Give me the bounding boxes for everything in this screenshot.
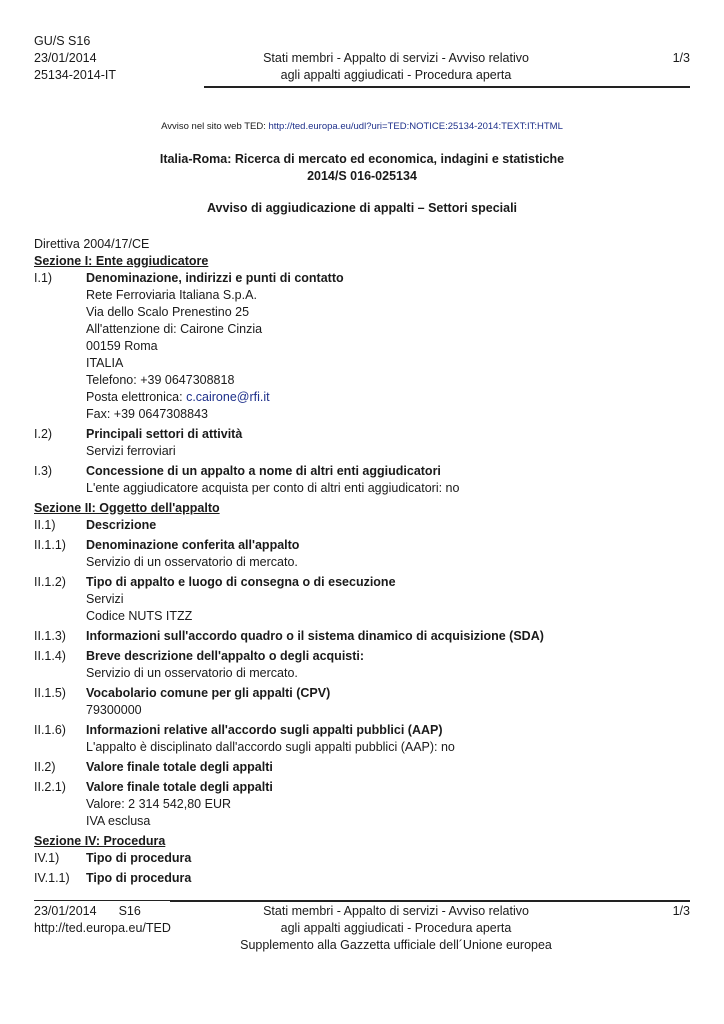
- item-text: Servizi ferroviari: [86, 444, 176, 458]
- item-ii1: [34, 517, 690, 534]
- item-ii13: [34, 628, 690, 645]
- item-heading: Descrizione: [86, 518, 157, 532]
- item-number: II.2): [34, 760, 56, 774]
- notice-reference: 2014/S 016-025134: [307, 169, 417, 183]
- item-heading: Informazioni sull'accordo quadro o il sistema dinamico di acquisizione (SDA): [86, 629, 544, 643]
- item-number: II.1.3): [34, 629, 66, 643]
- header-title-line2: agli appalti aggiudicati - Procedura aperta: [280, 68, 512, 82]
- vat-note: IVA esclusa: [86, 814, 151, 828]
- item-heading: Concessione di un appalto a nome di altri enti aggiudicatori: [86, 464, 441, 478]
- org-phone: Telefono: +39 0647308818: [86, 373, 235, 387]
- item-text: Servizio di un osservatorio di mercato.: [86, 555, 298, 569]
- section-1-title: Sezione I: Ente aggiudicatore: [34, 254, 209, 268]
- footer-left: [34, 903, 171, 937]
- item-heading: Principali settori di attività: [86, 427, 243, 441]
- item-number: II.1.5): [34, 686, 66, 700]
- section-2-title: Sezione II: Oggetto dell'appalto: [34, 501, 220, 515]
- item-text: Servizi: [86, 592, 124, 606]
- item-number: I.1): [34, 271, 53, 285]
- item-heading: Denominazione conferita all'appalto: [86, 538, 300, 552]
- item-i2: [34, 426, 690, 460]
- item-text: L'ente aggiudicatore acquista per conto di altri enti aggiudicatori: no: [86, 481, 460, 495]
- item-ii2: [34, 759, 690, 776]
- org-street: Via dello Scalo Prenestino 25: [86, 305, 250, 319]
- item-number: II.1): [34, 518, 56, 532]
- footer-series: S16: [118, 904, 141, 918]
- item-number: I.2): [34, 427, 53, 441]
- footer-title-line2: agli appalti aggiudicati - Procedura aperta: [280, 921, 512, 935]
- item-ii16: [34, 722, 690, 756]
- item-number: II.1.1): [34, 538, 66, 552]
- footer-divider-left: [34, 900, 170, 901]
- item-number: I.3): [34, 464, 53, 478]
- ted-link[interactable]: http://ted.europa.eu/udl?uri=TED:NOTICE:25134-2014:TEXT:IT:HTML: [268, 121, 563, 132]
- cpv-code: 79300000: [86, 703, 142, 717]
- header-notice-id: 25134-2014-IT: [34, 68, 117, 82]
- item-heading: Breve descrizione dell'appalto o degli acquisti:: [86, 649, 365, 663]
- footer-divider-right: [170, 900, 690, 902]
- item-heading: Vocabolario comune per gli appalti (CPV): [86, 686, 331, 700]
- ted-notice-line: [0, 121, 724, 132]
- header-title: [234, 50, 558, 84]
- item-heading: Valore finale totale degli appalti: [86, 760, 273, 774]
- item-heading: Denominazione, indirizzi e punti di contatto: [86, 271, 344, 285]
- page-header: [34, 33, 690, 87]
- item-number: II.2.1): [34, 780, 66, 794]
- item-text: Codice NUTS ITZZ: [86, 609, 193, 623]
- item-heading: Valore finale totale degli appalti: [86, 780, 273, 794]
- item-text: Servizio di un osservatorio di mercato.: [86, 666, 298, 680]
- item-number: II.1.4): [34, 649, 66, 663]
- org-city: 00159 Roma: [86, 339, 158, 353]
- directive: Direttiva 2004/17/CE: [34, 237, 150, 251]
- item-number: IV.1.1): [34, 871, 70, 885]
- item-number: II.1.2): [34, 575, 66, 589]
- org-email-row: [86, 389, 690, 406]
- item-heading: Informazioni relative all'accordo sugli appalti pubblici (AAP): [86, 723, 443, 737]
- item-heading: Tipo di appalto e luogo di consegna o di esecuzione: [86, 575, 396, 589]
- footer-site-link[interactable]: http://ted.europa.eu/TED: [34, 921, 171, 935]
- org-country: ITALIA: [86, 356, 124, 370]
- header-page-number: 1/3: [672, 51, 690, 65]
- email-link[interactable]: c.cairone@rfi.it: [186, 390, 270, 404]
- notice-title-line1: Italia-Roma: Ricerca di mercato ed economica, indagini e statistiche: [159, 152, 565, 166]
- item-ii12: [34, 574, 690, 625]
- item-i1: [34, 270, 690, 423]
- item-number: IV.1): [34, 851, 60, 865]
- footer-title: [214, 903, 578, 954]
- item-text: L'appalto è disciplinato dall'accordo sugli appalti pubblici (AAP): no: [86, 740, 455, 754]
- section-4-title: Sezione IV: Procedura: [34, 834, 166, 848]
- org-name: Rete Ferroviaria Italiana S.p.A.: [86, 288, 257, 302]
- footer-date: 23/01/2014: [34, 904, 97, 918]
- notice-title: [0, 151, 724, 185]
- page-footer: [34, 900, 690, 960]
- header-date: 23/01/2014: [34, 51, 97, 65]
- header-ids: [34, 33, 116, 84]
- item-ii11: [34, 537, 690, 571]
- notice-type: Avviso di aggiudicazione di appalti – Settori speciali: [206, 201, 518, 215]
- header-journal: GU/S S16: [34, 34, 91, 48]
- item-number: II.1.6): [34, 723, 66, 737]
- footer-title-line1: Stati membri - Appalto di servizi - Avviso relativo: [263, 904, 529, 918]
- org-fax: Fax: +39 0647308843: [86, 407, 208, 421]
- item-ii15: [34, 685, 690, 719]
- item-heading: Tipo di procedura: [86, 851, 192, 865]
- item-ii21: [34, 779, 690, 830]
- item-iv11: [34, 870, 690, 887]
- contract-value: Valore: 2 314 542,80 EUR: [86, 797, 232, 811]
- item-heading: Tipo di procedura: [86, 871, 192, 885]
- footer-page-number: 1/3: [672, 904, 690, 918]
- header-divider: [204, 86, 690, 88]
- item-i3: [34, 463, 690, 497]
- org-attention: All'attenzione di: Cairone Cinzia: [86, 322, 263, 336]
- item-ii14: [34, 648, 690, 682]
- notice-body: [34, 236, 690, 887]
- ted-prefix: Avviso nel sito web TED:: [161, 121, 269, 132]
- item-iv1: [34, 850, 690, 867]
- footer-supplement: Supplemento alla Gazzetta ufficiale dell´Unione europea: [240, 938, 552, 952]
- email-label: Posta elettronica:: [86, 390, 187, 404]
- header-title-line1: Stati membri - Appalto di servizi - Avviso relativo: [263, 51, 529, 65]
